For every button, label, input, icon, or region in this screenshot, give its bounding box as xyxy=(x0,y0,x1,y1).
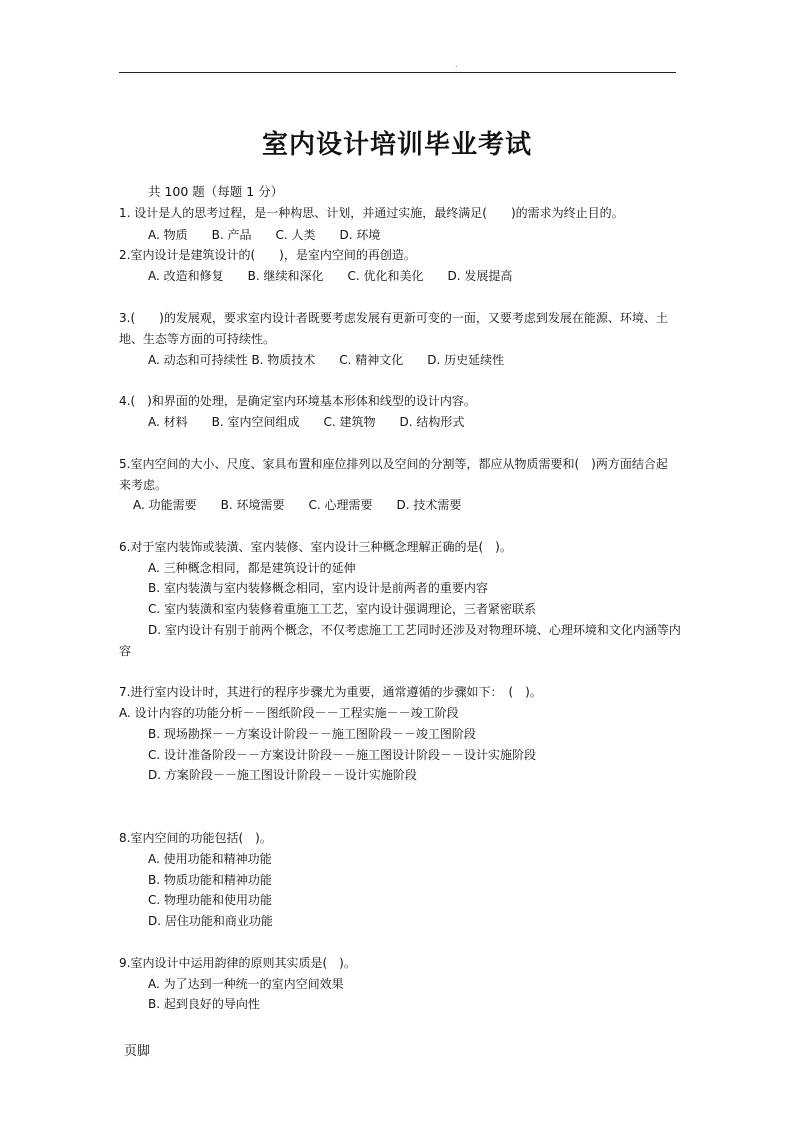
question-7-option-d: D. 方案阶段－－施工图设计阶段－－设计实施阶段 xyxy=(148,768,417,782)
page-title: 室内设计培训毕业考试 xyxy=(261,130,532,160)
question-8-option-c: C. 物理功能和使用功能 xyxy=(148,893,273,907)
question-9-option-a: A. 为了达到一种统一的室内空间效果 xyxy=(148,977,344,991)
question-4: 4.( )和界面的处理，是确定室内环境基本形体和线型的设计内容。 xyxy=(119,394,476,408)
question-7-option-b: B. 现场勘探－－方案设计阶段－－施工图阶段－－竣工图阶段 xyxy=(148,727,476,741)
question-2-options: A. 改造和修复 B. 继续和深化 C. 优化和美化 D. 发展提高 xyxy=(148,269,513,283)
question-5: 5.室内空间的大小、尺度、家具布置和座位排列以及空间的分割等，都应从物质需要和( )两方面结合起 xyxy=(119,457,668,471)
question-3-options: A. 动态和可持续性 B. 物质技术 C. 精神文化 D. 历史延续性 xyxy=(148,353,505,367)
question-2: 2.室内设计是建筑设计的( )，是室内空间的再创造。 xyxy=(119,248,416,262)
question-9-option-b: B. 起到良好的导向性 xyxy=(148,997,260,1011)
header-mark: . xyxy=(455,60,458,69)
header-rule xyxy=(119,72,676,73)
question-6-option-d: D. 室内设计有别于前两个概念，不仅考虑施工工艺同时还涉及对物理环境、心理环境和文化内涵等内 xyxy=(148,623,681,637)
question-6-option-b: B. 室内装潢与室内装修概念相同，室内设计是前两者的重要内容 xyxy=(148,581,488,595)
question-7-option-a: A. 设计内容的功能分析－－图纸阶段－－工程实施－－竣工阶段 xyxy=(119,706,459,720)
question-5-continued: 来考虑。 xyxy=(119,478,168,492)
question-5-options: A. 功能需要 B. 环境需要 C. 心理需要 D. 技术需要 xyxy=(133,498,462,512)
exam-intro: 共 100 题（每题 1 分） xyxy=(148,184,284,199)
question-7: 7.进行室内设计时，其进行的程序步骤尤为重要，通常遵循的步骤如下： ( )。 xyxy=(119,685,542,699)
question-6-option-a: A. 三种概念相同，都是建筑设计的延伸 xyxy=(148,561,356,575)
question-1: 1. 设计是人的思考过程，是一种构思、计划，并通过实施，最终满足( )的需求为终止目的。 xyxy=(119,206,624,220)
page-footer: 页脚 xyxy=(124,1044,151,1059)
question-3: 3.( )的发展观，要求室内设计者既要考虑发展有更新可变的一面，又要考虑到发展在能源、环境、土 xyxy=(119,311,668,325)
question-9: 9.室内设计中运用韵律的原则其实质是( )。 xyxy=(119,956,356,970)
question-3-continued: 地、生态等方面的可持续性。 xyxy=(119,332,276,346)
question-6: 6.对于室内装饰或装潢、室内装修、室内设计三种概念理解正确的是( )。 xyxy=(119,540,512,554)
question-4-options: A. 材料 B. 室内空间组成 C. 建筑物 D. 结构形式 xyxy=(148,415,465,429)
question-8-option-a: A. 使用功能和精神功能 xyxy=(148,852,272,866)
question-6-option-d-continued: 容 xyxy=(119,644,132,658)
question-8-option-b: B. 物质功能和精神功能 xyxy=(148,873,272,887)
question-1-options: A. 物质 B. 产品 C. 人类 D. 环境 xyxy=(148,228,381,242)
question-8-option-d: D. 居住功能和商业功能 xyxy=(148,914,273,928)
question-6-option-c: C. 室内装潢和室内装修着重施工工艺，室内设计强调理论，三者紧密联系 xyxy=(148,602,537,616)
question-7-option-c: C. 设计准备阶段－－方案设计阶段－－施工图设计阶段－－设计实施阶段 xyxy=(148,748,537,762)
question-8: 8.室内空间的功能包括( )。 xyxy=(119,831,272,845)
